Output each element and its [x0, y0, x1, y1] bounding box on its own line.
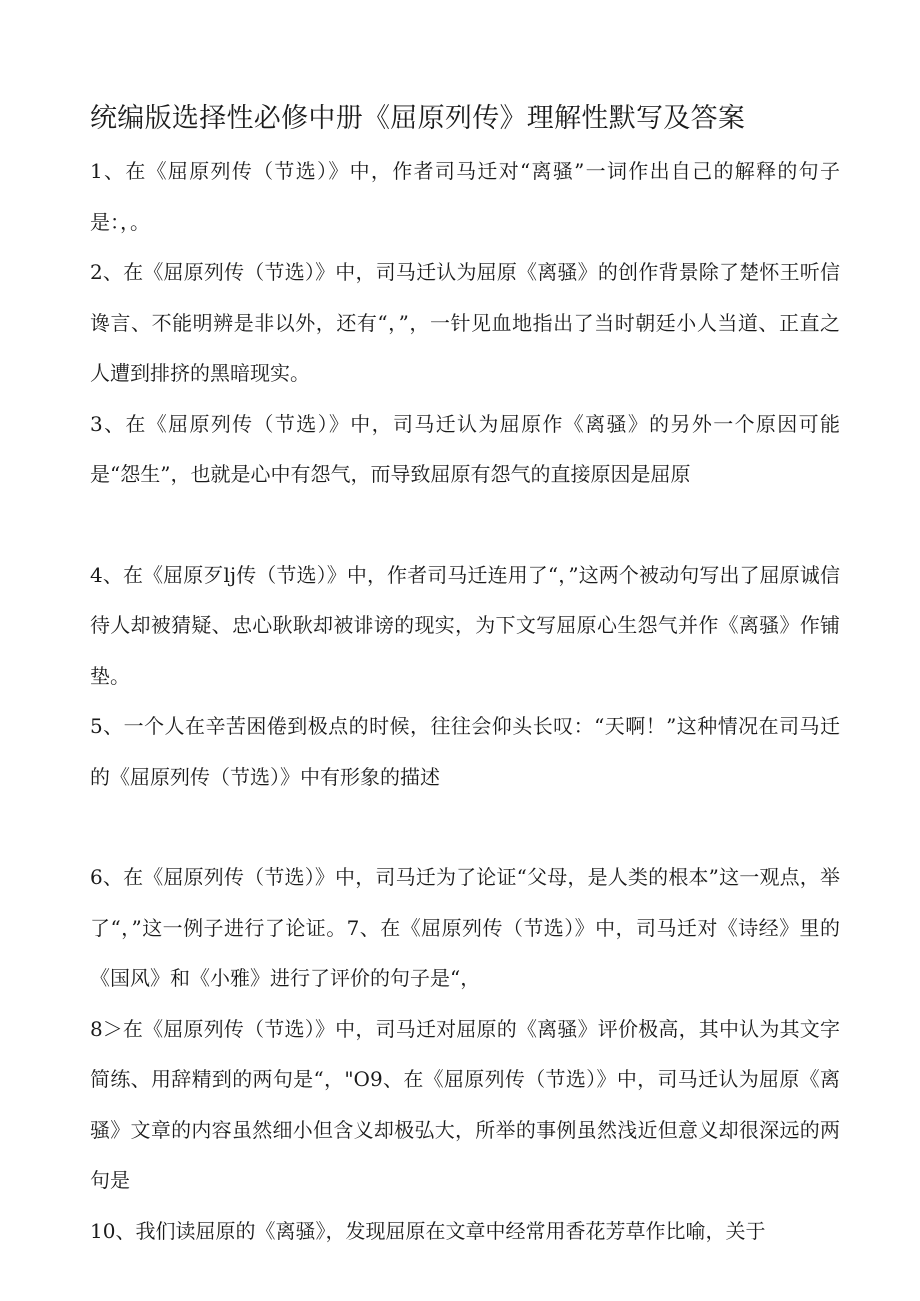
question-5: 5、一个人在辛苦困倦到极点的时候，往往会仰头长叹：“天啊！”这种情况在司马迁的《屈原列传（节选）》中有形象的描述	[90, 714, 840, 789]
question-4: 4、在《屈原歹lj传（节选）》中，作者司马迁连用了“，”这两个被动句写出了屈原诚信待人却被猜疑、忠心耿耿却被诽谤的现实，为下文写屈原心生怨气并作《离骚》作铺垫。	[90, 562, 840, 688]
question-10: 10、我们读屈原的《离骚》，发现屈原在文章中经常用香花芳草作比喻，关于	[90, 1218, 766, 1243]
question-3: 3、在《屈原列传（节选）》中，司马迁认为屈原作《离骚》的另外一个原因可能是“怨生”，也就是心中有怨气，而导致屈原有怨气的直接原因是屈原	[90, 411, 840, 486]
question-2: 2、在《屈原列传（节选）》中，司马迁认为屈原《离骚》的创作背景除了楚怀王听信谗言、不能明辨是非以外，还有“，”，一针见血地指出了当时朝廷小人当道、正直之人遭到排挤的黑暗现实。	[90, 260, 840, 385]
document-title: 统编版选择性必修中册《屈原列传》理解性默写及答案	[90, 103, 746, 134]
question-6-7: 6、在《屈原列传（节选）》中，司马迁为了论证“父母，是人类的根本”这一观点，举了“，”这一例子进行了论证。7、在《屈原列传（节选）》中，司马迁对《诗经》里的《国风》和《小雅》进行了评价的句子是“，	[90, 865, 840, 990]
question-1: 1、在《屈原列传（节选）》中，作者司马迁对“离骚”一词作出自己的解释的句子是：，。	[90, 159, 840, 234]
question-8-9: 8＞在《屈原列传（节选）》中，司马迁对屈原的《离骚》评价极高，其中认为其文字简练、用辞精到的两句是“，"O9、在《屈原列传（节选）》中，司马迁认为屈原《离骚》文章的内容虽然细小但含义却极弘大，所举的事例虽然浅近但意义却很深远的两句是	[90, 1016, 840, 1192]
answer-blank-space	[90, 500, 840, 550]
answer-blank-space	[90, 802, 840, 852]
